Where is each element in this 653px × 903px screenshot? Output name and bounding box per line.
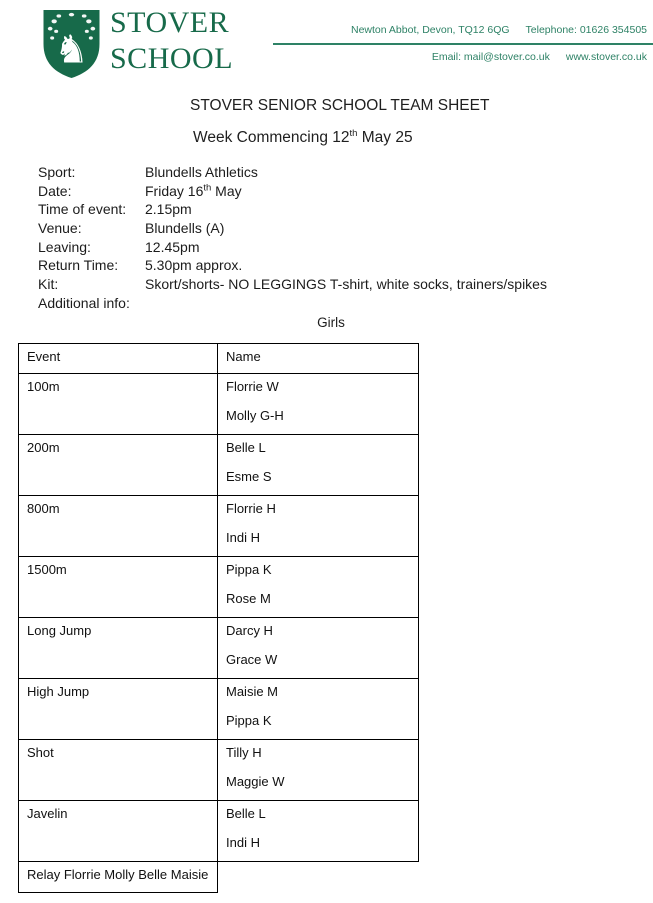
event-cell: Shot [19, 740, 218, 801]
athlete-name: Pippa K [226, 713, 272, 728]
week-commencing-text: Week Commencing 12 [193, 129, 350, 146]
detail-value-return: 5.30pm approx. [145, 257, 243, 274]
relay-cell: Relay Florrie Molly Belle Maisie [19, 862, 218, 893]
event-details [38, 164, 547, 314]
svg-text:♞: ♞ [54, 27, 89, 73]
event-cell: Long Jump [19, 618, 218, 679]
athlete-name: Darcy H [226, 623, 273, 638]
detail-value-kit: Skort/shorts- NO LEGGINGS T-shirt, white socks, trainers/spikes [145, 276, 547, 293]
table-row-long-jump [19, 618, 419, 679]
names-cell [218, 557, 419, 618]
detail-row-time [38, 201, 547, 220]
detail-label-venue: Venue: [38, 220, 82, 237]
names-cell [218, 496, 419, 557]
detail-label-date: Date: [38, 182, 72, 199]
detail-label-return: Return Time: [38, 257, 119, 274]
contact-address: Newton Abbot, Devon, TQ12 6QG [350, 24, 510, 36]
detail-row-additional-info [38, 295, 547, 314]
event-cell: 200m [19, 435, 218, 496]
table-row-100m [19, 374, 419, 435]
athlete-name: Tilly H [226, 745, 262, 760]
names-cell [218, 374, 419, 435]
detail-label-leaving: Leaving: [38, 238, 91, 255]
detail-row-leaving [38, 239, 547, 258]
athlete-name: Belle L [226, 806, 266, 821]
names-cell [218, 618, 419, 679]
contact-email: Email: mail@stover.co.uk [431, 51, 550, 63]
detail-label-additional-info: Additional info: [38, 294, 130, 311]
school-crest-icon [38, 8, 105, 80]
table-row-high-jump [19, 679, 419, 740]
column-header-name: Name [218, 344, 419, 374]
event-cell: 1500m [19, 557, 218, 618]
names-cell [218, 740, 419, 801]
column-header-event: Event [19, 344, 218, 374]
table-row-1500m [19, 557, 419, 618]
names-cell [218, 801, 419, 862]
week-commencing-rest: May 25 [357, 129, 413, 146]
event-cell: 100m [19, 374, 218, 435]
table-header-row [19, 344, 419, 374]
contact-website: www.stover.co.uk [565, 51, 647, 63]
athlete-name: Belle L [226, 440, 266, 455]
athlete-name: Florrie W [226, 379, 279, 394]
detail-value-venue: Blundells (A) [145, 220, 225, 237]
empty-cell [218, 862, 419, 893]
athlete-name: Maggie W [226, 774, 285, 789]
table-row-shot [19, 740, 419, 801]
week-commencing [193, 129, 413, 147]
event-cell: High Jump [19, 679, 218, 740]
athlete-name: Florrie H [226, 501, 276, 516]
athlete-name: Pippa K [226, 562, 272, 577]
document-title: STOVER SENIOR SCHOOL TEAM SHEET [190, 97, 490, 114]
detail-value-time: 2.15pm [145, 201, 192, 218]
contact-telephone: Telephone: 01626 354505 [525, 24, 647, 36]
girls-heading: Girls [317, 315, 345, 330]
detail-label-time: Time of event: [38, 201, 127, 218]
detail-row-date [38, 183, 547, 202]
detail-label-kit: Kit: [38, 276, 59, 293]
event-cell: 800m [19, 496, 218, 557]
contact-line-2 [432, 51, 647, 63]
school-name-line1: STOVER [110, 6, 230, 39]
detail-row-venue [38, 220, 547, 239]
detail-value-sport: Blundells Athletics [145, 164, 258, 180]
date-ordinal: th [203, 182, 212, 194]
athlete-name: Molly G-H [226, 408, 284, 423]
detail-value-date: Friday 16th May [145, 182, 242, 199]
detail-value-leaving: 12.45pm [145, 238, 200, 255]
detail-label-sport: Sport: [38, 164, 76, 180]
table-row-relay [19, 862, 419, 893]
names-cell [218, 679, 419, 740]
athlete-name: Rose M [226, 591, 271, 606]
athlete-name: Esme S [226, 469, 272, 484]
table-row-200m [19, 435, 419, 496]
school-name [110, 5, 233, 77]
event-cell: Javelin [19, 801, 218, 862]
athlete-name: Maisie M [226, 684, 279, 699]
names-cell [218, 435, 419, 496]
athlete-name: Grace W [226, 652, 278, 667]
athlete-name: Indi H [226, 835, 260, 850]
athlete-name: Indi H [226, 530, 260, 545]
school-name-line2: SCHOOL [110, 42, 234, 75]
week-commencing-ordinal: th [349, 127, 358, 139]
detail-row-return [38, 257, 547, 276]
contact-line-1 [351, 24, 647, 36]
detail-row-sport [38, 164, 547, 183]
header-divider-line [273, 43, 653, 45]
team-table [18, 343, 419, 893]
detail-row-kit [38, 276, 547, 295]
table-row-800m [19, 496, 419, 557]
table-row-javelin [19, 801, 419, 862]
